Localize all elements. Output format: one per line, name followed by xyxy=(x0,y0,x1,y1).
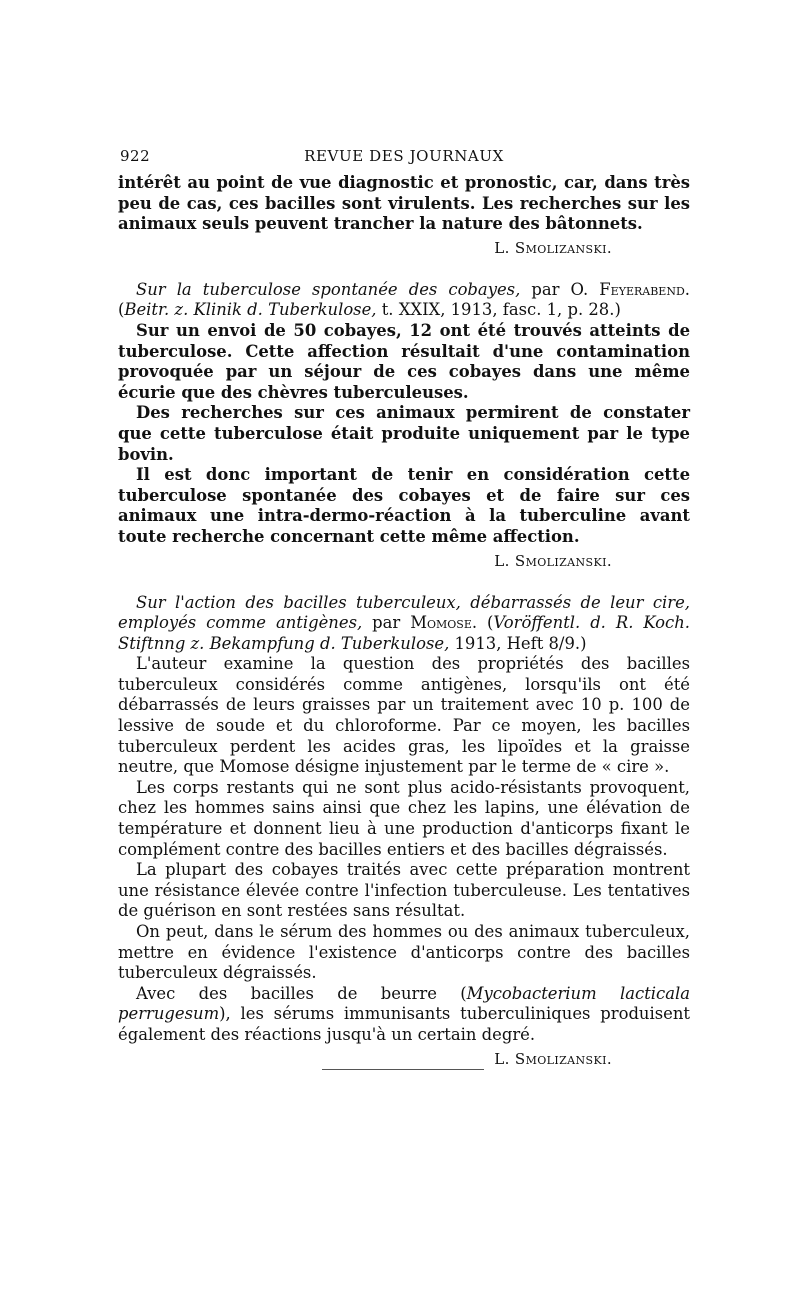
signature-initial: L. xyxy=(494,1049,510,1068)
citation-details: t. XXIX, 1913, fasc. 1, p. 28.) xyxy=(376,300,621,320)
article-author: Momose. xyxy=(410,613,478,633)
citation-by: par O. xyxy=(520,279,600,299)
species-name: Mycobacterium lacticala perrugesum xyxy=(118,983,690,1024)
body-paragraph xyxy=(118,984,690,1046)
article-citation xyxy=(118,280,690,321)
signature-initial: L. xyxy=(494,238,510,257)
page-header xyxy=(118,143,690,173)
body-paragraph: Il est donc important de tenir en considération cette tuberculose spontanée des cobayes et de faire sur ces animaux une intra-dermo-réaction à la tuberculine avant toute recherche concernant cette même affection. xyxy=(118,465,690,546)
continued-paragraph: intérêt au point de vue diagnostic et pronostic, car, dans très peu de cas, ces bacilles sont virulents. Les recherches sur les animaux seuls peuvent trancher la nature des bâtonnets. xyxy=(118,173,690,234)
journal-name: Voröffentl. d. R. Koch. Stiftnng z. Bekampfung d. Tuberkulose, xyxy=(118,613,690,653)
body-paragraph: L'auteur examine la question des propriétés des bacilles tuberculeux considérés comme antigènes, lorsqu'ils ont été débarrassés de leurs graisses par un traitement avec 10 p. 100 de lessive de soude et du chloroforme. Par ce moyen, les bacilles tuberculeux perdent les acides gras, les lipoïdes et la graisse neutre, que Momose désigne injustement par le terme de « cire ». xyxy=(118,654,690,777)
signature-name: Smolizanski. xyxy=(514,551,612,570)
journal-name: Beitr. z. Klinik d. Tuberkulose, xyxy=(124,300,377,320)
journal-page xyxy=(118,143,690,1070)
citation-by: par xyxy=(362,613,411,633)
article-author: Feyerabend. xyxy=(599,279,690,299)
body-paragraph: On peut, dans le sérum des hommes ou des animaux tuberculeux, mettre en évidence l'existence d'anticorps contre des bacilles tuberculeux dégraissés. xyxy=(118,922,690,983)
signature-name: Smolizanski. xyxy=(514,238,612,257)
body-paragraph: Les corps restants qui ne sont plus acido-résistants provoquent, chez les hommes sains ainsi que chez les lapins, une élévation de température et donnent lieu à une production d'anticorps fixant le complément contre des bacilles entiers et des bacilles dégraissés. xyxy=(118,777,690,859)
paragraph-end: ), les sérums immunisants tuberculiniques produisent également des réactions jusqu'à un certain degré. xyxy=(118,1004,690,1044)
citation-paren: ( xyxy=(477,613,494,633)
signature xyxy=(118,1048,612,1070)
body-paragraph: Sur un envoi de 50 cobayes, 12 ont été trouvés atteints de tuberculose. Cette affection résultait d'une contamination provoquée par un séjour de ces cobayes dans une même écurie que des chèvres tuberculeuses. xyxy=(118,320,690,402)
article-title: Sur la tuberculose spontanée des cobayes, xyxy=(136,279,521,299)
signature-name: Smolizanski. xyxy=(514,1049,612,1068)
closing-rule xyxy=(322,1069,484,1070)
body-paragraph: Des recherches sur ces animaux permirent de constater que cette tuberculose était produite uniquement par le type bovin. xyxy=(118,403,690,464)
article-title: Sur l'action des bacilles tuberculeux, débarrassés de leur cire, employés comme antigènes, xyxy=(118,592,690,633)
article-body xyxy=(118,173,690,1070)
paragraph-start: Avec des bacilles de beurre ( xyxy=(136,983,467,1003)
article-citation xyxy=(118,593,690,655)
page-number: 922 xyxy=(120,147,151,165)
citation-paren: ( xyxy=(118,300,125,320)
body-paragraph: La plupart des cobayes traités avec cette préparation montrent une résistance élevée contre l'infection tuberculeuse. Les tentatives de guérison en sont restées sans résultat. xyxy=(118,860,690,921)
signature xyxy=(118,237,612,259)
citation-details: 1913, Heft 8/9.) xyxy=(449,633,587,653)
running-title: REVUE DES JOURNAUX xyxy=(304,147,504,165)
signature xyxy=(118,550,612,572)
signature-initial: L. xyxy=(494,551,510,570)
